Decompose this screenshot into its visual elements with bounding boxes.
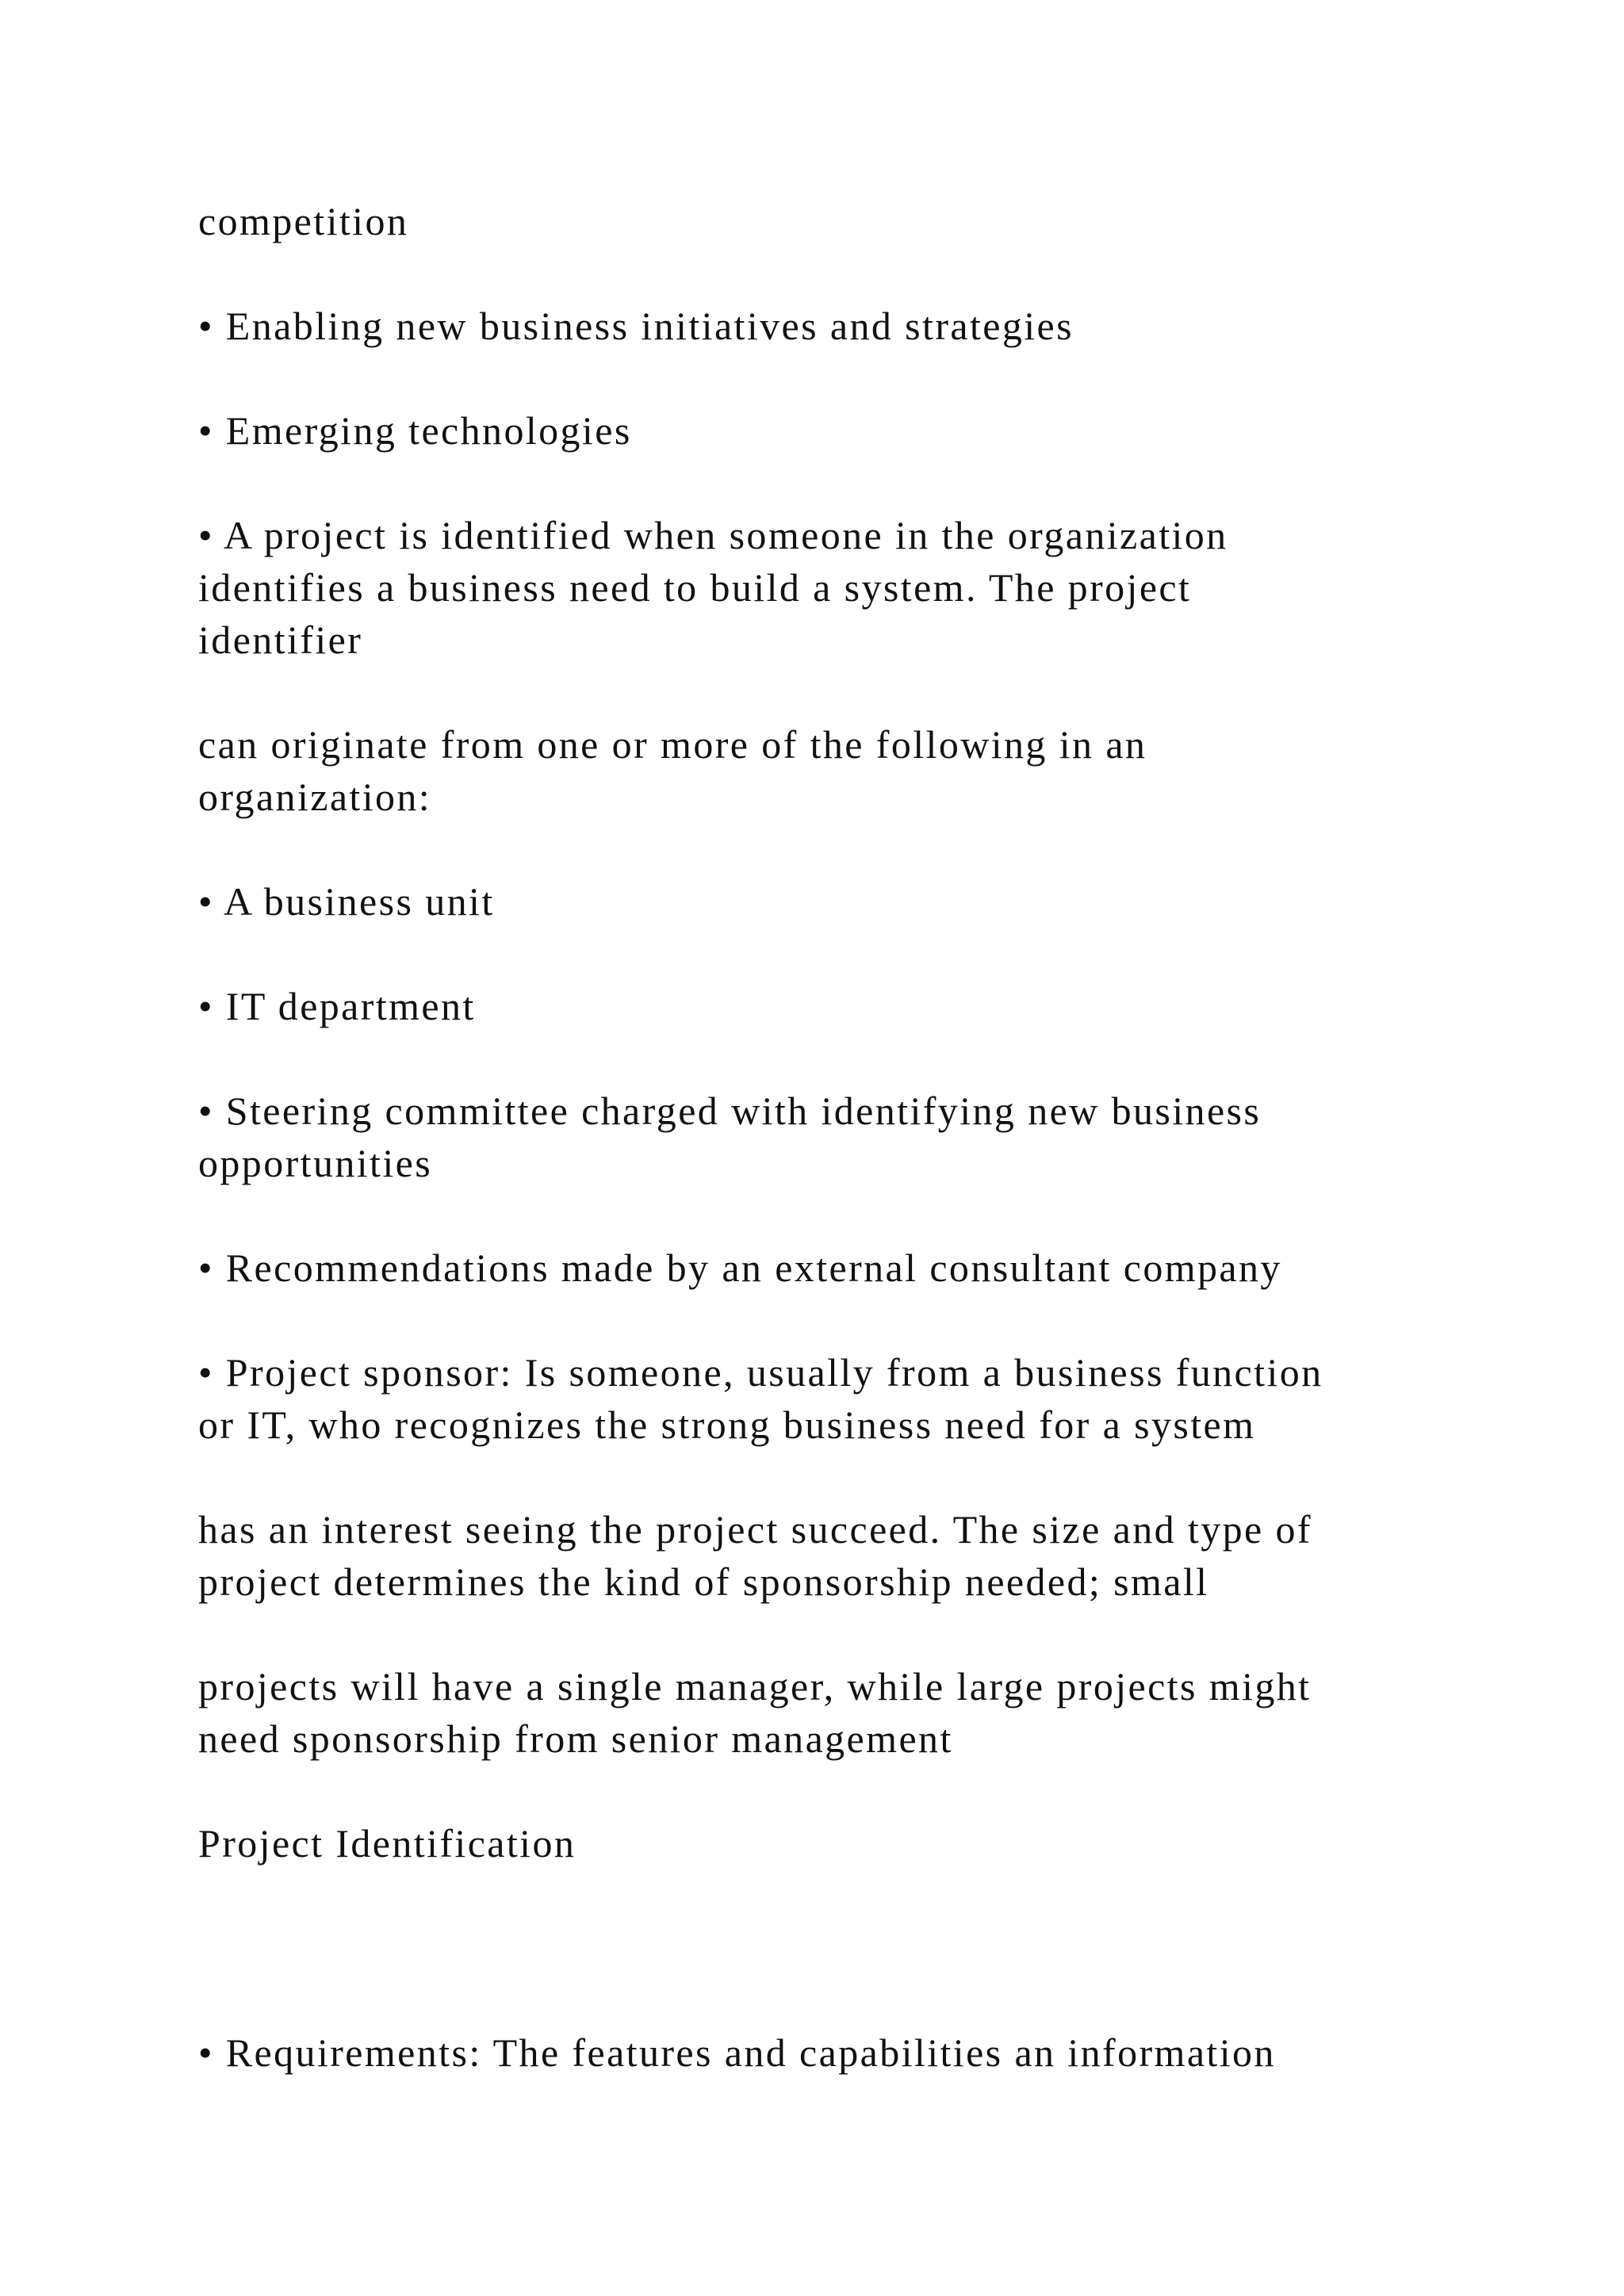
paragraph-10 [198, 1346, 1483, 1451]
text-line: • A business unit [198, 879, 495, 924]
text-line: has an interest seeing the project succeed. The size and type of [198, 1507, 1312, 1552]
text-line: organization: [198, 775, 432, 819]
paragraph-2 [198, 300, 1483, 352]
text-line: competition [198, 199, 409, 243]
text-line: • Emerging technologies [198, 408, 632, 453]
text-line: or IT, who recognizes the strong business need for a system [198, 1402, 1256, 1447]
text-line: projects will have a single manager, while large projects might [198, 1664, 1312, 1709]
paragraph-12 [198, 1660, 1483, 1765]
text-line: opportunities [198, 1141, 433, 1185]
text-line: • Requirements: The features and capabilities an information [198, 2030, 1276, 2075]
text-line: • A project is identified when someone in the organization [198, 513, 1228, 557]
text-line: project determines the kind of sponsorship needed; small [198, 1559, 1209, 1604]
paragraph-8 [198, 1085, 1483, 1189]
text-line: • Project sponsor: Is someone, usually from a business function [198, 1350, 1323, 1395]
text-line: identifier [198, 618, 363, 662]
paragraph-6 [198, 875, 1483, 928]
paragraph-11 [198, 1503, 1483, 1608]
paragraph-7 [198, 980, 1483, 1032]
text-line: • Enabling new business initiatives and strategies [198, 304, 1074, 348]
paragraph-4 [198, 509, 1483, 666]
section-heading [198, 1817, 1483, 1869]
text-line: identifies a business need to build a system. The project [198, 565, 1192, 610]
text-line: can originate from one or more of the following in an [198, 722, 1147, 767]
text-line: • Steering committee charged with identifying new business [198, 1089, 1262, 1133]
text-line: • IT department [198, 984, 476, 1028]
paragraph-9 [198, 1242, 1483, 1294]
text-line: Project Identification [198, 1821, 576, 1866]
text-line: • Recommendations made by an external consultant company [198, 1246, 1282, 1290]
text-line: need sponsorship from senior management [198, 1716, 953, 1761]
paragraph-3 [198, 404, 1483, 457]
paragraph-1 [198, 195, 1483, 247]
paragraph-14 [198, 2026, 1483, 2079]
paragraph-5 [198, 718, 1483, 823]
